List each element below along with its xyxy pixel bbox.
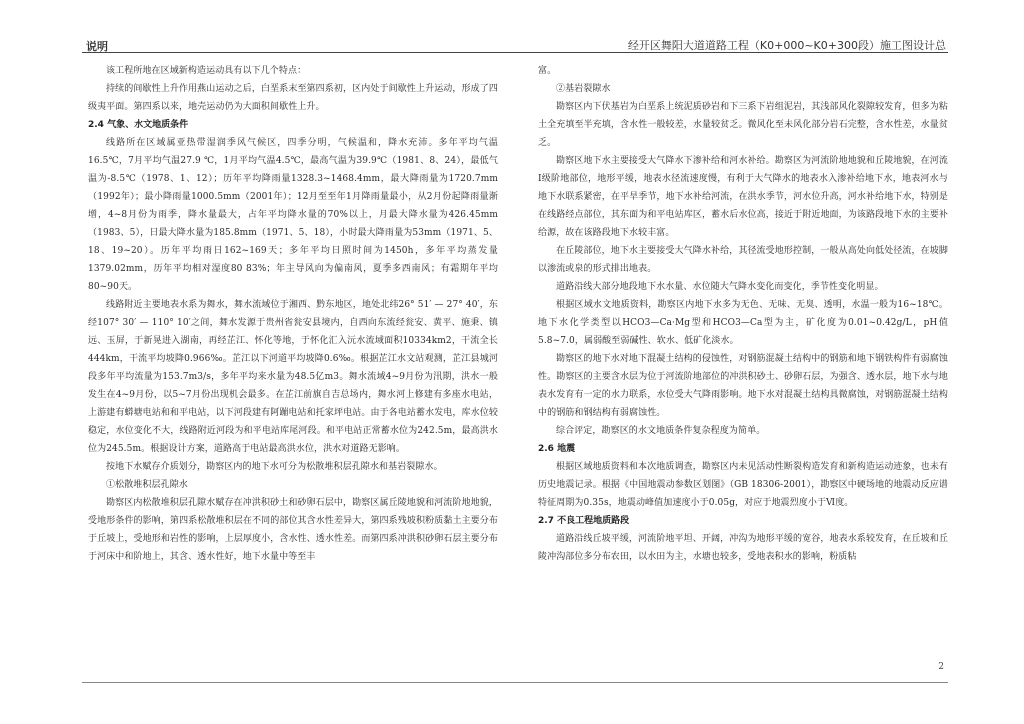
paragraph: 道路沿线大部分地段地下水水量、水位随大气降水变化而变化，季节性变化明显。 (556, 282, 884, 292)
paragraph: 勘察区的地下水对地下混凝土结构的侵蚀性，对钢筋混凝土结构中的钢筋和地下钢铁构件有弱腐蚀性。勘察区的主要含水层为位于河流阶地部位的冲洪积砂土、砂卵石层，为强含、透水层，地下水与地表水发育有一定的水力联系，水位受大气降雨影响。地下水对混凝土结构具微腐蚀，对钢筋混凝土结构中的钢筋和钢结构有弱腐蚀性。 (538, 354, 948, 418)
page-number: 2 (938, 662, 944, 672)
paragraph: 根据区域地质资料和本次地质调查，勘察区内未见活动性断裂构造发育和新构造运动迹象，也未有历史地震记录。根据《中国地震动参数区划图》（GB 18306-2001），勘察区中硬场地的地震动反应谱特征周期为0.35s，地震动峰值加速度小于0.05g，对应于地震烈度小于Ⅵ度。 (538, 462, 948, 508)
paragraph: 根据区域水文地质资料，勘察区内地下水多为无色、无味、无臭、透明，水温一般为16~18℃。地下水化学类型以HCO3—Ca·Mg型和HCO3—Ca型为主，矿化度为0.01~0.42g/L，pH值5.8~7.0，属弱酸至弱碱性、软水、低矿化淡水。 (538, 300, 948, 346)
paragraph: 在丘陵部位，地下水主要接受大气降水补给，其径流受地形控制，一般从高处向低处径流，在坡脚以渗流或泉的形式排出地表。 (538, 246, 948, 274)
paragraph: ①松散堆积层孔隙水 (106, 480, 188, 490)
right-column (538, 62, 948, 566)
paragraph: 该工程所地在区域新构造运动具有以下几个特点： (106, 66, 307, 76)
paragraph: 持续的间歇性上升作用燕山运动之后，白垩系末至第四系初，区内处于间歇性上升运动，形成了四级夷平面。第四系以来，地壳运动仍为大面积间歇性上升。 (88, 84, 498, 112)
section-heading: 2.6 地震 (538, 444, 576, 454)
paragraph: ②基岩裂隙水 (556, 84, 611, 94)
section-heading: 2.7 不良工程地质路段 (538, 516, 630, 526)
paragraph: 线路附近主要地表水系为舞水，舞水流域位于湘西、黔东地区，地处北纬26° 51′ — 27° 40′，东经107° 30′ — 110° 10′之间，舞水发源于贵州省瓮安县境内，自西向东流经瓮安、黄平、施秉、镇远、玉屏，于新晃进入湖南，再经芷江、怀化等地，于怀化汇入沅水流域面积10334km2，干流全长444km，干流平均坡降0.966‰。芷江以下河道平均坡降0.6‰。根据芷江水文站观测，芷江县城河段多年平均流量为153.7m3/s，多年平均来水量为48.5亿m3。舞水流域4~9月份为汛期，洪水一般发生在4~9月份，以5~7月份出现机会最多。在芷江前旗自吉总场内，舞水河上修建有多座水电站，上游建有蟒塘电站和和平电站，以下河段建有阿蹦电站和托家坪电站。由于各电站蓄水发电，库水位较稳定，水位变化不大，线路附近河段为和平电站库尾河段。和平电站正常蓄水位为242.5m，最高洪水位为245.5m。根据设计方案，道路高于电站最高洪水位，洪水对道路无影响。 (88, 300, 498, 454)
paragraph: 勘察区内松散堆积层孔隙水赋存在冲洪积砂土和砂卵石层中，勘察区属丘陵地貌和河流阶地地貌，受地形条件的影响，第四系松散堆积层在不同的部位其含水性差异大，第四系残坡积粉质黏土主要分布于丘坡上，受地形和岩性的影响，上层厚度小，含水性、透水性差。而第四系冲洪积砂卵石层主要分布于河床中和阶地上，其含、透水性好，地下水量中等至丰 (88, 498, 498, 562)
paragraph: 线路所在区域属亚热带湿润季风气候区，四季分明，气候温和，降水充沛。多年平均气温16.5℃，7月平均气温27.9 ℃，1月平均气温4.5℃，最高气温为39.9℃（1981、8、24），最低气温为-8.5℃（1978、1、12）；历年平均降雨量1328.3~1468.4mm，最大降雨量为1720.7mm（1992年）；最小降雨量1000.5mm（2001年）；12月至至年1月降雨量最小，从2月份起降雨量渐增，4~8月份为雨季，降水量最大，占年平均降水量的70%以上，月最大降水量为426.45mm（1983、5），日最大降水量为185.8mm（1971、5、18），小时最大降雨量为53mm（1971、5、18、19~20）。历年平均雨日162~169天；多年平均日照时间为1450h，多年平均蒸发量1379.02mm，历年平均相对湿度80 83%；年主导风向为偏南风，夏季多西南风；有霜期年平均80~90天。 (88, 138, 498, 292)
footer-rule (82, 682, 948, 683)
paragraph: 富。 (538, 66, 557, 76)
paragraph: 综合评定，勘察区的水文地质条件复杂程度为简单。 (556, 426, 766, 436)
section-heading: 2.4 气象、水文地质条件 (88, 120, 189, 130)
section-label: 说明 (86, 40, 108, 53)
paragraph: 按地下水赋存介质划分，勘察区内的地下水可分为松散堆积层孔隙水和基岩裂隙水。 (106, 462, 443, 472)
document-title: 经开区舞阳大道道路工程（K0+000~K0+300段）施工图设计总 (627, 39, 946, 52)
header-rule (82, 52, 948, 53)
paragraph: 道路沿线丘坡平缓，河流阶地平坦、开阔，冲沟为地形平缓的宽谷，地表水系较发育，在丘坡和丘陵冲沟部位多分布农田，以水田为主，水塘也较多，受地表积水的影响，粉质粘 (538, 534, 948, 562)
paragraph: 勘察区内下伏基岩为白垩系上统泥质砂岩和下三系下岩组泥岩，其浅部风化裂隙较发育，但多为粘土全充填至半充填，含水性一般较差，水量较贫乏。微风化至未风化部分岩石完整，含水性差，水量贫乏。 (538, 102, 948, 148)
paragraph: 勘察区地下水主要接受大气降水下渗补给和河水补给。勘察区为河流阶地地貌和丘陵地貌，在河流Ⅰ级阶地部位，地形平缓，地表水径流速度慢，有利于大气降水的地表水入渗补给地下水，地表河水与地下水联系紧密，在平旱季节，地下水补给河流，在洪水季节，河水位升高，河水补给地下水，特别是在线路经点部位，其东面为和平电站库区，蓄水后水位高，接近于附近地面，为该路段地下水的主要补给源，故在该路段地下水较丰富。 (538, 156, 948, 238)
left-column (88, 62, 498, 566)
